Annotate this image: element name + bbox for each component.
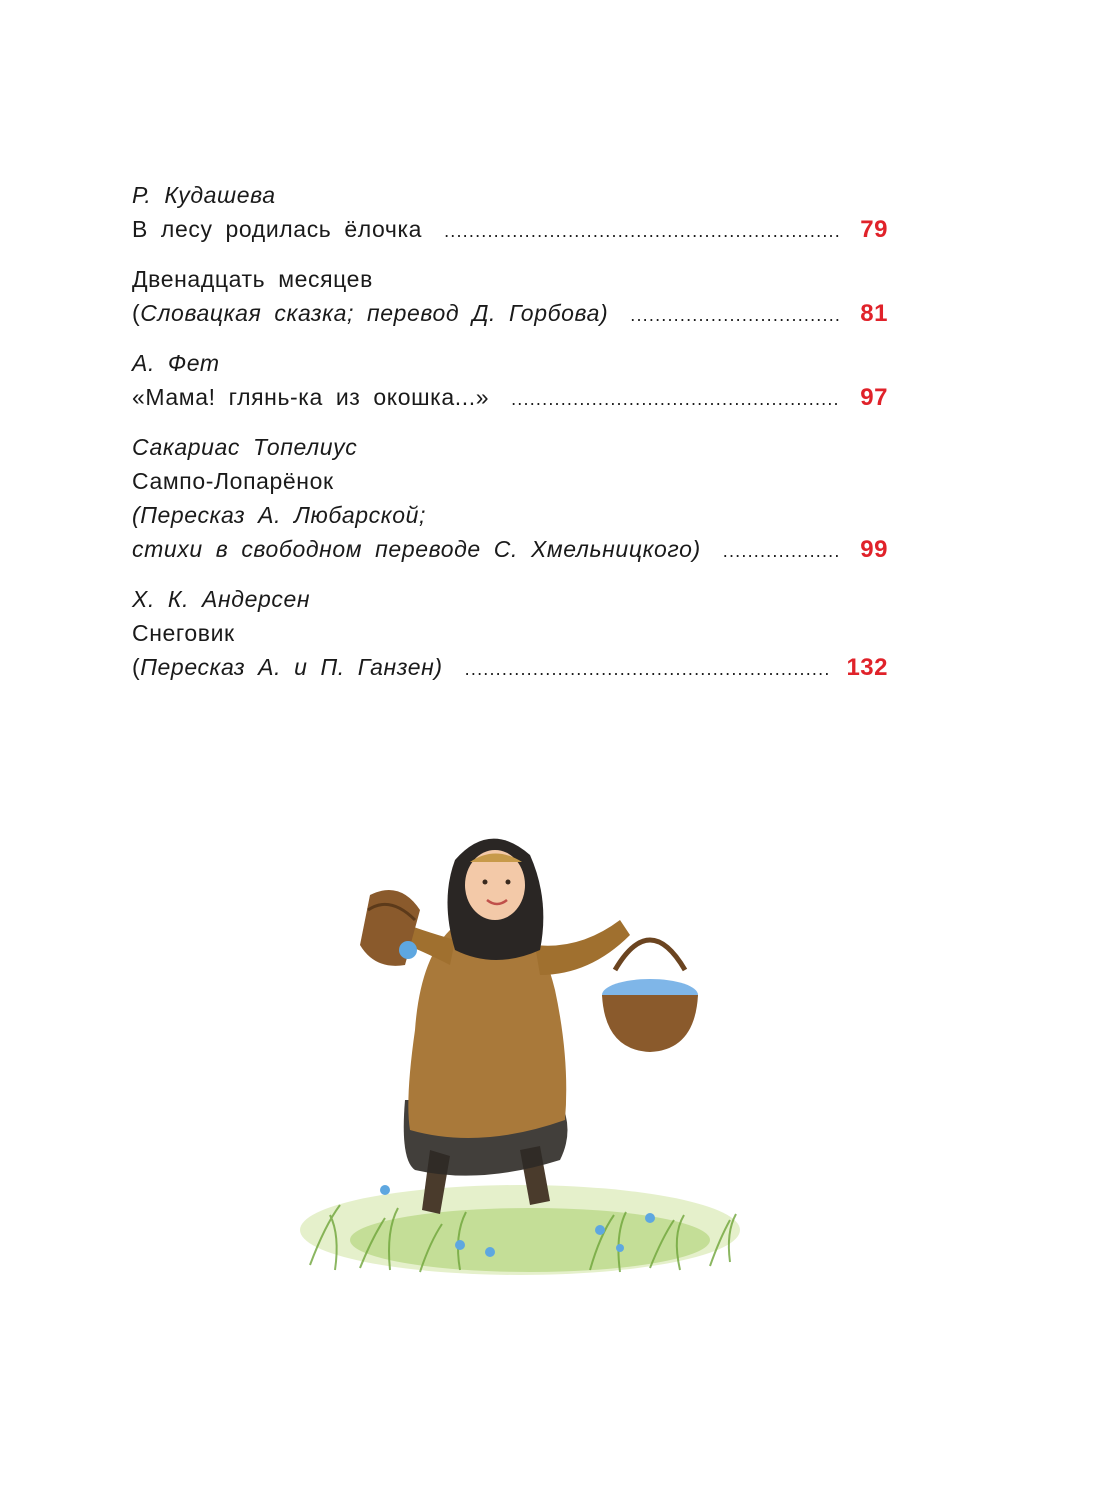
page-number: 79	[860, 216, 888, 243]
toc-entry-topelius	[132, 430, 888, 568]
toc-title-row[interactable]	[132, 380, 888, 416]
dot-leader	[723, 534, 840, 568]
toc-title: Сампо-Лопарёнок	[132, 468, 334, 494]
dot-leader	[465, 652, 833, 686]
toc-translator: Пересказ А. и П. Ганзен)	[140, 654, 443, 680]
grass	[300, 1185, 740, 1275]
left-basket	[360, 890, 420, 966]
toc-title: В лесу родилась ёлочка	[132, 216, 423, 242]
page-number: 81	[860, 300, 888, 327]
toc-title-row[interactable]	[132, 296, 888, 332]
dot-leader	[444, 214, 840, 248]
toc-subtitle	[132, 296, 608, 330]
dot-leader	[511, 382, 840, 416]
toc-title-row[interactable]	[132, 532, 888, 568]
toc-entry-twelve-months	[132, 262, 888, 332]
toc-title-row[interactable]	[132, 212, 888, 248]
toc-translator: Словацкая сказка; перевод Д. Горбова)	[140, 300, 609, 326]
toc-entry-fet	[132, 346, 888, 416]
page-number: 132	[846, 654, 888, 681]
table-of-contents	[132, 178, 888, 700]
toc-author: А. Фет	[132, 350, 220, 376]
toc-entry-andersen	[132, 582, 888, 686]
toc-title: Снеговик	[132, 620, 235, 646]
toc-title: «Мама! глянь-ка из окошка...»	[132, 384, 490, 410]
toc-title: Двенадцать месяцев	[132, 266, 373, 292]
page-number: 97	[860, 384, 888, 411]
page-number: 99	[860, 536, 888, 563]
dot-leader	[630, 298, 840, 332]
toc-translator: стихи в свободном переводе С. Хмельницкого)	[132, 536, 701, 562]
toc-subtitle	[132, 650, 443, 684]
paren-open: (	[132, 300, 141, 326]
right-basket	[602, 940, 698, 1052]
toc-translator: (Пересказ А. Любарской;	[132, 502, 427, 528]
toc-entry-kudasheva	[132, 178, 888, 248]
toc-title-row[interactable]	[132, 650, 888, 686]
paren-open: (	[132, 654, 141, 680]
toc-author: Сакариас Топелиус	[132, 434, 358, 460]
toc-author: Р. Кудашева	[132, 182, 276, 208]
girl-with-baskets-illustration	[290, 800, 750, 1300]
toc-author: Х. К. Андерсен	[132, 586, 311, 612]
